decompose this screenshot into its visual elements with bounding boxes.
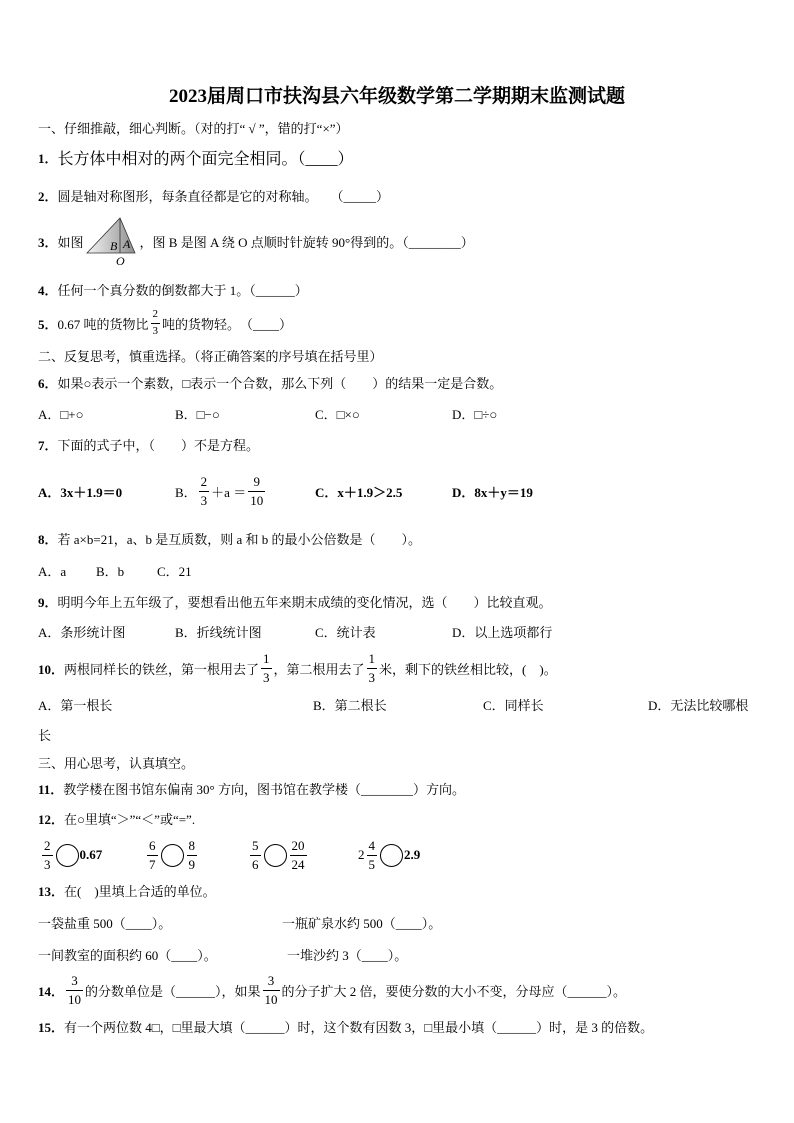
question-5-number: 5． — [38, 316, 58, 332]
question-9-options — [0, 622, 794, 640]
fraction-denominator: 10 — [250, 492, 264, 508]
option-b: B．b — [96, 563, 125, 579]
fraction-denominator: 3 — [152, 324, 159, 337]
question-14-number: 14． — [38, 983, 65, 999]
fraction — [199, 474, 210, 508]
fraction — [147, 838, 158, 872]
compare-circle — [56, 844, 79, 867]
fraction-denominator: 7 — [149, 856, 156, 872]
fraction-denominator: 3 — [44, 856, 51, 872]
fraction-numerator: 3 — [71, 972, 78, 988]
option-b-label: B． — [175, 484, 197, 500]
question-10 — [38, 648, 557, 688]
question-13-row-1 — [0, 913, 794, 931]
question-5 — [38, 305, 292, 341]
fraction-denominator: 9 — [188, 856, 195, 872]
fraction-denominator: 24 — [291, 856, 305, 872]
question-2 — [38, 186, 389, 204]
question-11 — [38, 779, 465, 797]
question-8-text: 若 a×b=21，a、b 是互质数，则 a 和 b 的最小公倍数是（ ）。 — [57, 531, 421, 547]
unit-blank-item: 一瓶矿泉水约 500（____）。 — [282, 915, 442, 931]
question-15-text: 有一个两位数 4□，□里最大填（______）时，这个数有因数 3，□里最小填（______）时，是 3 的倍数。 — [64, 1019, 654, 1035]
fraction-numerator: 1 — [263, 650, 270, 666]
question-8-number: 8． — [38, 531, 58, 547]
section-1-heading-text: 一、仔细推敲，细心判断。（对的打“ √ ”，错的打“×”） — [38, 120, 349, 136]
fraction-numerator: 2 — [152, 308, 159, 321]
compare-value: 0.67 — [79, 847, 103, 862]
fraction — [250, 838, 261, 872]
option-b: B．□−○ — [175, 406, 220, 422]
fraction — [290, 838, 307, 872]
question-15-number: 15． — [38, 1019, 65, 1035]
question-6-options — [0, 404, 794, 422]
question-8 — [38, 529, 421, 547]
question-14 — [38, 970, 626, 1010]
question-8-options — [0, 561, 794, 579]
option-a: A．3x＋1.9＝0 — [38, 484, 123, 500]
compare-item-2 — [145, 835, 199, 875]
section-3-heading-text: 三、用心思考，认真填空。 — [38, 755, 195, 771]
fraction-numerator: 20 — [291, 837, 305, 853]
figure-label-a: A — [122, 237, 130, 251]
fraction — [367, 838, 378, 872]
question-14-mid-text: 的分数单位是（______），如果 — [85, 983, 261, 999]
question-10-number: 10． — [38, 661, 65, 677]
fraction — [187, 838, 198, 872]
fraction-numerator: 9 — [253, 473, 260, 489]
compare-circle — [161, 844, 184, 867]
fraction-numerator: 6 — [149, 837, 156, 853]
fraction-denominator: 6 — [252, 856, 259, 872]
compare-item-4 — [358, 835, 420, 875]
mixed-number-whole: 2 — [358, 847, 365, 862]
option-b-operator-text: ＋a ＝ — [211, 484, 247, 500]
fraction-numerator: 8 — [188, 837, 195, 853]
fraction — [66, 973, 83, 1007]
option-d: D．以上选项都行 — [452, 624, 553, 640]
fraction-numerator: 4 — [368, 837, 375, 853]
option-c: C．同样长 — [483, 697, 544, 713]
option-b: B．第二根长 — [313, 697, 387, 713]
question-7-number: 7． — [38, 437, 58, 453]
fraction — [248, 474, 265, 508]
question-7-text: 下面的式子中，（ ）不是方程。 — [57, 437, 260, 453]
fraction — [261, 651, 272, 685]
question-15 — [38, 1017, 653, 1035]
section-2-heading-text: 二、反复思考，慎重选择。（将正确答案的序号填在括号里） — [38, 348, 383, 364]
option-c: C．x＋1.9＞2.5 — [315, 484, 403, 500]
question-1-number: 1． — [38, 150, 58, 166]
question-10-mid-text: ，第二根用去了 — [273, 661, 365, 677]
question-12 — [38, 809, 195, 827]
question-9 — [38, 592, 552, 610]
question-12-text: 在○里填“＞”“＜”或“=”. — [64, 811, 196, 827]
option-c: C．□×○ — [315, 406, 360, 422]
question-4-text: 任何一个真分数的倒数都大于 1。（______） — [57, 282, 308, 298]
question-1 — [38, 146, 354, 168]
question-12-number: 12． — [38, 811, 65, 827]
question-13 — [38, 881, 216, 899]
question-6 — [38, 373, 502, 391]
fraction-denominator: 10 — [264, 991, 278, 1007]
fraction-numerator: 2 — [200, 473, 208, 489]
question-3 — [38, 216, 474, 266]
question-11-text: 教学楼在图书馆东偏南 30° 方向，图书馆在教学楼（________）方向。 — [63, 781, 465, 797]
question-3-number: 3． — [38, 234, 58, 250]
fraction-denominator: 10 — [68, 991, 82, 1007]
fraction-denominator: 3 — [263, 669, 270, 685]
question-13-row-2 — [0, 945, 794, 963]
unit-blank-item: 一堆沙约 3（____）。 — [287, 947, 408, 963]
question-6-number: 6． — [38, 375, 58, 391]
compare-item-1 — [40, 835, 102, 875]
option-a: A．a — [38, 563, 67, 579]
section-2-heading — [38, 346, 383, 364]
option-a: A．条形统计图 — [38, 624, 126, 640]
option-c: C．统计表 — [315, 624, 376, 640]
unit-blank-item: 一袋盐重 500（____）。 — [38, 915, 172, 931]
fraction-numerator: 5 — [252, 837, 259, 853]
unit-blank-item: 一间教室的面积约 60（____）。 — [38, 947, 217, 963]
fraction-numerator: 2 — [44, 837, 51, 853]
fraction — [151, 308, 161, 337]
page-title: 2023届周口市扶沟县六年级数学第二学期期末监测试题 — [168, 86, 625, 107]
question-1-text: 长方体中相对的两个面完全相同。（____） — [57, 150, 354, 168]
question-10-post-text: 米，剩下的铁丝相比较，( )。 — [379, 661, 557, 677]
question-4-number: 4． — [38, 282, 58, 298]
option-d: D．无法比较哪根 — [648, 697, 749, 713]
question-12-items — [0, 835, 794, 875]
fraction — [367, 651, 378, 685]
compare-circle — [264, 844, 287, 867]
option-d: D．□÷○ — [452, 406, 498, 422]
question-4 — [38, 280, 308, 298]
question-13-text: 在( )里填上合适的单位。 — [64, 883, 216, 899]
figure-label-o: O — [115, 254, 125, 266]
question-7 — [38, 435, 259, 453]
fraction-denominator: 3 — [368, 669, 376, 685]
fraction — [263, 973, 280, 1007]
question-2-text: 圆是轴对称图形，每条直径都是它的对称轴。 （_____） — [57, 188, 390, 204]
question-9-text: 明明今年上五年级了，要想看出他五年来期末成绩的变化情况，选（ ）比较直观。 — [57, 594, 552, 610]
figure-label-b: B — [109, 239, 117, 253]
question-10-pre-text: 两根同样长的铁丝，第一根用去了 — [64, 661, 260, 677]
question-9-number: 9． — [38, 594, 58, 610]
option-a: A．第一根长 — [38, 697, 113, 713]
option-b: B．折线统计图 — [175, 624, 262, 640]
question-2-number: 2． — [38, 188, 58, 204]
question-13-number: 13． — [38, 883, 65, 899]
question-5-pre-text: 0.67 吨的货物比 — [57, 316, 149, 332]
question-14-post-text: 的分子扩大 2 倍，要使分数的大小不变，分母应（______）。 — [281, 983, 627, 999]
question-3-pre-text: 如图 — [57, 234, 84, 250]
fraction-numerator: 1 — [368, 650, 376, 666]
option-d-continuation — [38, 725, 51, 743]
fraction-denominator: 5 — [368, 856, 375, 872]
section-1-heading — [38, 118, 349, 136]
question-5-post-text: 吨的货物轻。 （____） — [162, 316, 293, 332]
question-7-options — [0, 471, 794, 511]
section-3-heading — [38, 753, 194, 771]
compare-value: 2.9 — [404, 847, 421, 862]
compare-item-3 — [248, 835, 309, 875]
option-d: D．8x＋y＝19 — [452, 484, 533, 500]
question-10-options — [0, 695, 794, 713]
question-3-post-text: ，图 B 是图 A 绕 O 点顺时针旋转 90°得到的。（________） — [139, 234, 474, 250]
compare-circle — [380, 844, 403, 867]
option-c: C．21 — [157, 563, 192, 579]
fraction — [42, 838, 53, 872]
fraction-numerator: 3 — [267, 972, 275, 988]
option-d-wrap-text: 长 — [38, 727, 52, 743]
fraction-denominator: 3 — [200, 492, 208, 508]
option-a: A．□+○ — [38, 406, 84, 422]
question-6-text: 如果○表示一个素数，□表示一个合数，那么下列（ ）的结果一定是合数。 — [57, 375, 503, 391]
rotation-figure — [86, 216, 140, 266]
question-11-number: 11． — [38, 781, 64, 797]
option-b — [175, 471, 267, 511]
